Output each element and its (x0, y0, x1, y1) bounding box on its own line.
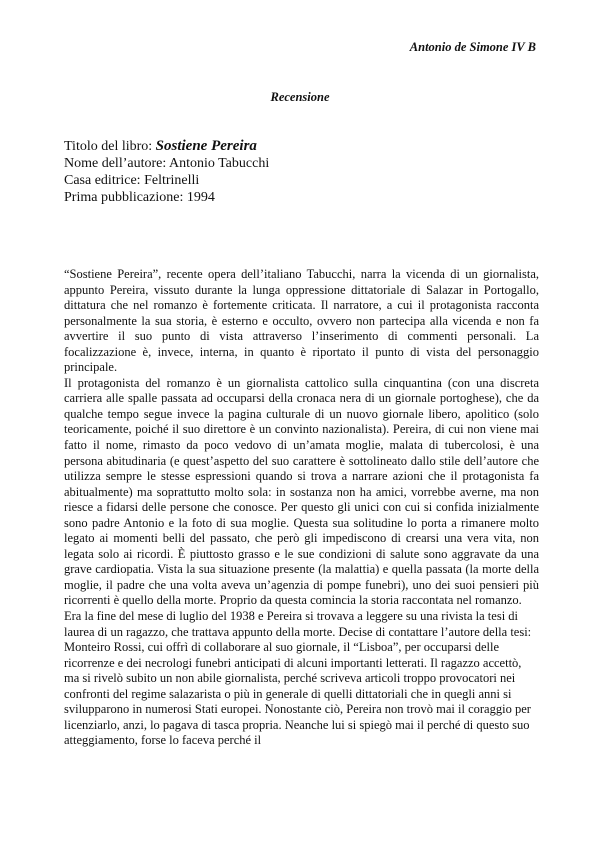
book-first-publication-line: Prima pubblicazione: 1994 (64, 190, 215, 205)
book-publisher-line: Casa editrice: Feltrinelli (64, 173, 200, 188)
author-class-header: Antonio de Simone IV B (409, 40, 536, 54)
paragraph-plot: Era la fine del mese di luglio del 1938 e Pereira si trovava a leggere su una rivista la tesi di laurea di un ragazzo, che trattava appunto della morte. Decise di contattare l’autore della tesi: Monteiro Rossi, cui offrì di collaborare al suo giornale, il “Lisboa”, per occuparsi delle ricorrenze e dei necrologi funebri anticipati di alcuni importanti letterati. Il ragazzo accettò, ma si rivelò subito un non abile giornalista, perché scriveva articoli troppo provocatori nei confronti del regime salazarista o più in generale di quelli dittatoriali che in quegli anni si svilupparono in numerosi Stati europei. Nonostante ciò, Pereira non trovò mai il coraggio per licenziarlo, anzi, lo pagava di tasca propria. Neanche lui si spiegò mai il perché di questo suo atteggiamento, forse lo faceva perché il (64, 609, 532, 748)
document-title: Recensione (270, 90, 330, 104)
book-title: Sostiene Pereira (155, 138, 257, 154)
book-metadata (64, 138, 544, 206)
book-title-line (64, 138, 544, 155)
paragraph-protagonist: Il protagonista del romanzo è un giornalista cattolico sulla cinquantina (con una discreta carriera alle spalle passata ad occuparsi della cronaca nera di un giornale portoghese), che da qualche tempo segue invece la pagina culturale di un nuovo giornale libero, apolitico (solo teoricamente, poiché il suo direttore è un convinto nazionalista). Pereira, di cui non viene mai fatto il nome, rimasto da poco vedovo di un’amata moglie, malata di tubercolosi, è una persona abitudinaria (e quest’aspetto del suo carattere è sottolineato dallo stile dell’autore che utilizza sempre le stesse espressioni quando si trova a narrare azioni che il protagonista fa abitualmente) ma soprattutto molto sola: in sostanza non ha amici, vorrebbe averne, ma non riesce a fidarsi delle persone che conosce. Per questo gli unici con cui si confida inizialmente sono padre Antonio e la foto di sua moglie. Questa sua solitudine lo porta a rimanere molto legato ai momenti belli del passato, che però gli impediscono di crearsi una vera vita, non legata solo ai ricordi. È piuttosto grasso e le sue condizioni di salute sono aggravate da una grave cardiopatia. Vista la sua situazione presente (la malattia) e quella passata (la morte della moglie, il padre che una volta aveva un’agenzia di pompe funebri), uno dei suoi pensieri più ricorrenti è quello della morte. Proprio da questa comincia la storia raccontata nel romanzo. (64, 375, 539, 608)
book-title-label: Titolo del libro: (64, 139, 156, 154)
book-author-line: Nome dell’autore: Antonio Tabucchi (64, 156, 270, 171)
review-body (64, 267, 539, 749)
paragraph-intro: “Sostiene Pereira”, recente opera dell’italiano Tabucchi, narra la vicenda di un giornalista, appunto Pereira, vissuto durante la lunga oppressione dittatoriale di Salazar in Portogallo, dittatura che nel romanzo è fortemente criticata. Il narratore, a cui il protagonista racconta personalmente la sua storia, è esterno e occulto, ovvero non partecipa alla vicenda e non fa avvertire il suo punto di vista attraverso l’inserimento di commenti personali. La focalizzazione è, invece, interna, in quanto è riportato il punto di vista del personaggio principale. (64, 267, 539, 375)
